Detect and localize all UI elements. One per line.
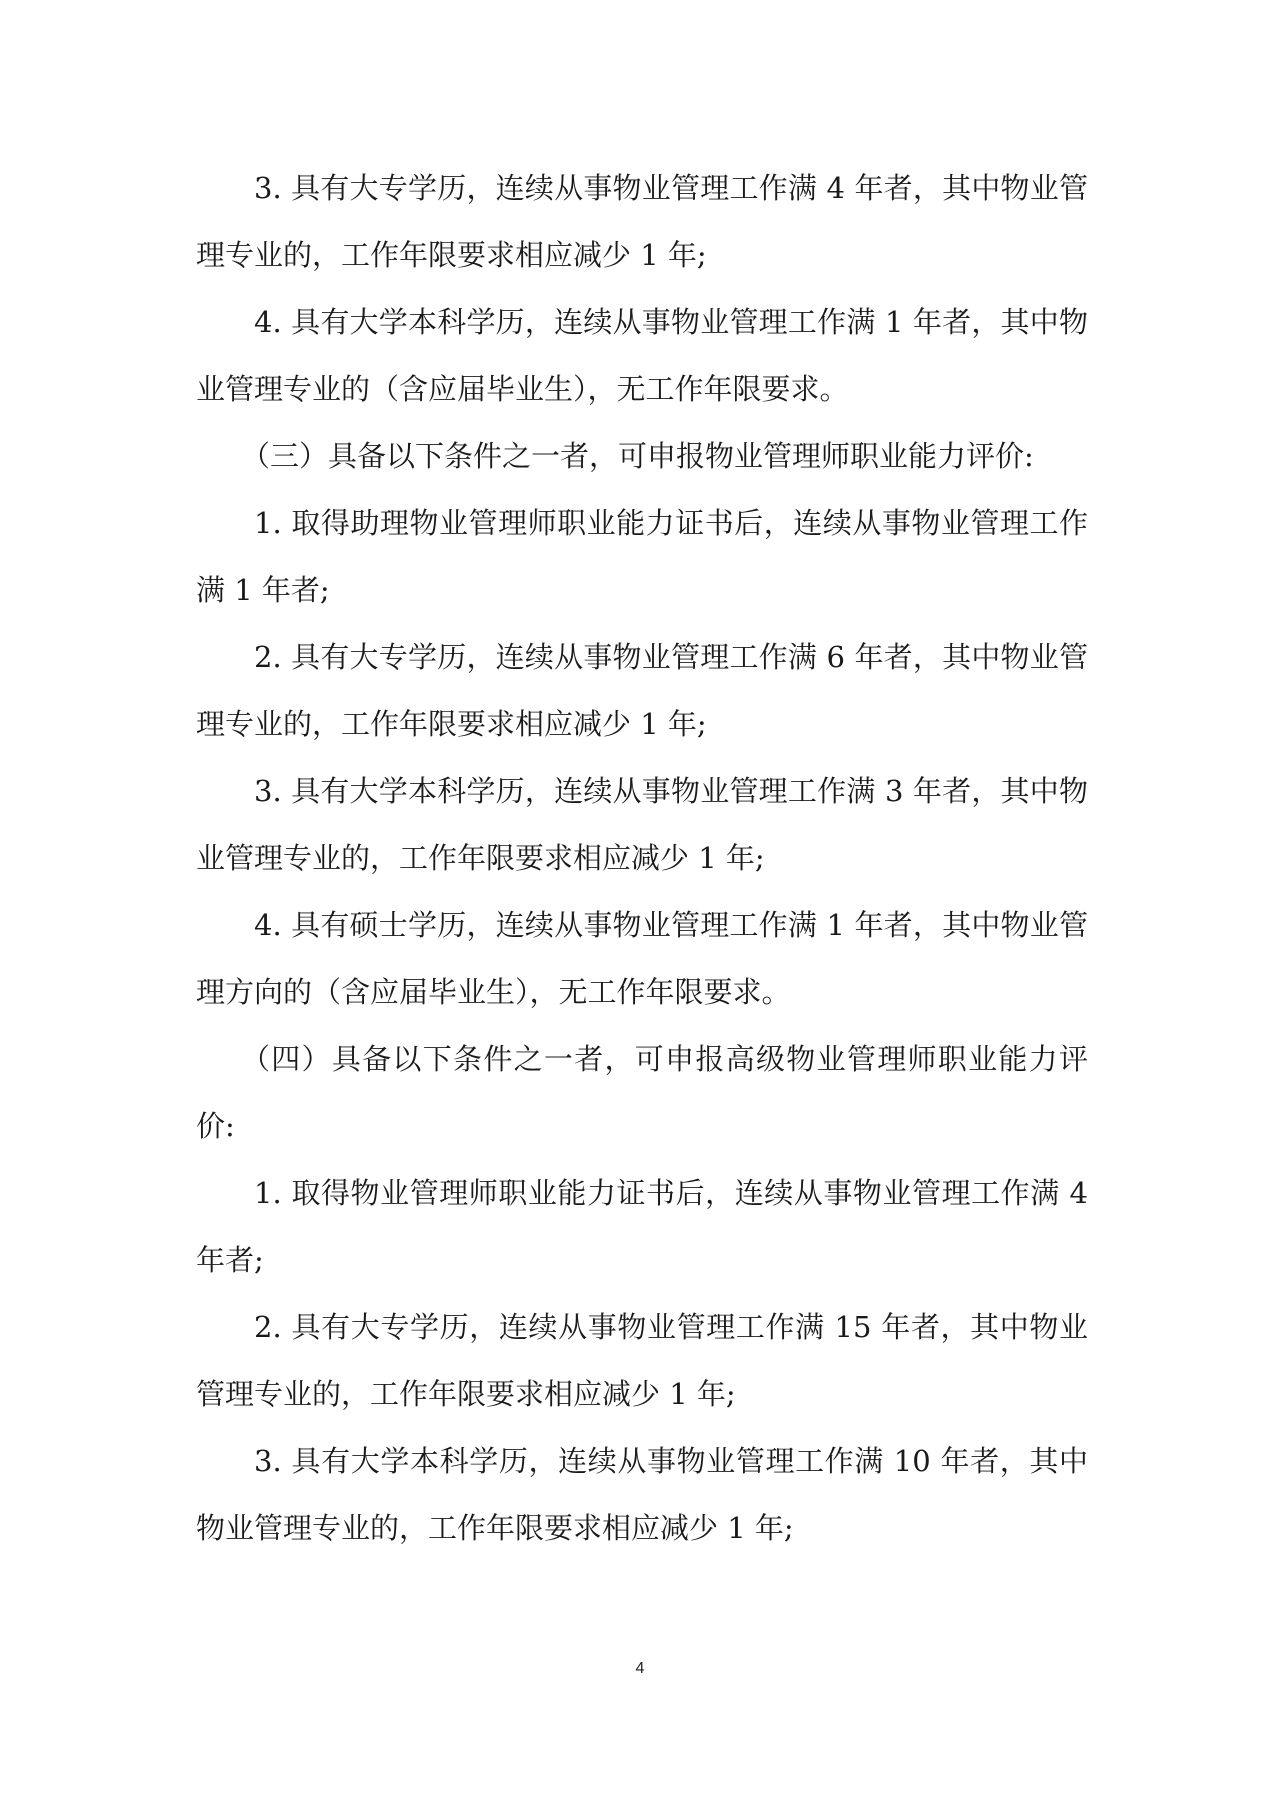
paragraph-item-2-college-senior: 2. 具有大专学历，连续从事物业管理工作满 15 年者，其中物业管理专业的，工作年限要求相应减少 1 年; [196, 1310, 1088, 1411]
paragraph-item-4-master: 4. 具有硕士学历，连续从事物业管理工作满 1 年者，其中物业管理方向的（含应届毕业生），无工作年限要求。 [196, 908, 1088, 1009]
document-body [196, 155, 1088, 1562]
section-heading-3: （三）具备以下条件之一者，可申报物业管理师职业能力评价: [240, 439, 1034, 473]
paragraph-item-3-college: 3. 具有大专学历，连续从事物业管理工作满 4 年者，其中物业管理专业的，工作年限要求相应减少 1 年; [196, 171, 1088, 272]
paragraph-item-3-bachelor: 3. 具有大学本科学历，连续从事物业管理工作满 3 年者，其中物业管理专业的，工作年限要求相应减少 1 年; [196, 774, 1088, 875]
paragraph-item-2-college: 2. 具有大专学历，连续从事物业管理工作满 6 年者，其中物业管理专业的，工作年限要求相应减少 1 年; [196, 640, 1088, 741]
paragraph-item-4-bachelor: 4. 具有大学本科学历，连续从事物业管理工作满 1 年者，其中物业管理专业的（含应届毕业生），无工作年限要求。 [196, 305, 1088, 406]
paragraph-item-1-manager-cert: 1. 取得物业管理师职业能力证书后，连续从事物业管理工作满 4 年者; [196, 1176, 1088, 1277]
section-heading-4: （四）具备以下条件之一者，可申报高级物业管理师职业能力评价: [196, 1042, 1088, 1143]
page-number: 4 [635, 1660, 645, 1677]
paragraph-item-3-bachelor-senior: 3. 具有大学本科学历，连续从事物业管理工作满 10 年者，其中物业管理专业的，工作年限要求相应减少 1 年; [196, 1444, 1088, 1545]
paragraph-item-1-assistant-cert: 1. 取得助理物业管理师职业能力证书后，连续从事物业管理工作满 1 年者; [196, 506, 1088, 607]
